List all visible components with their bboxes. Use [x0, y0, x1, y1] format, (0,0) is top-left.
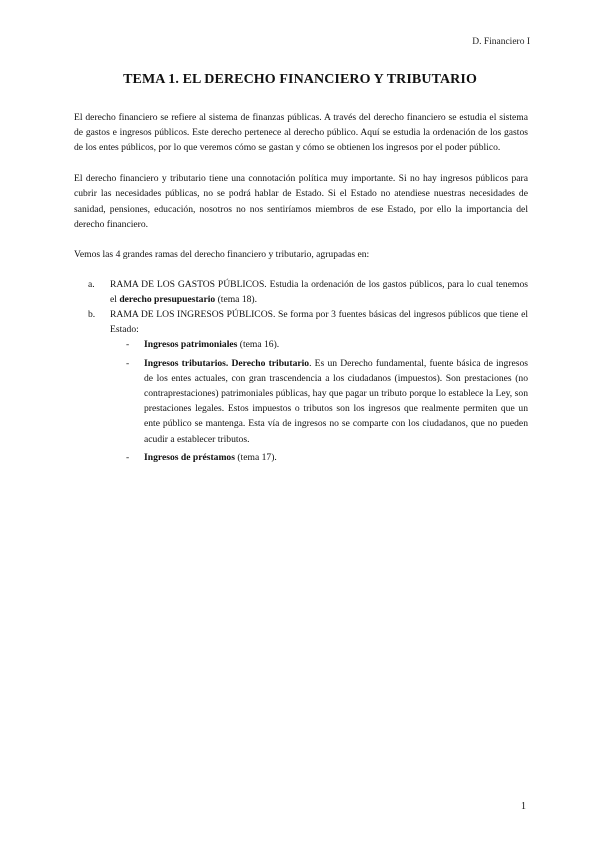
bold-term: derecho presupuestario [119, 293, 216, 305]
list-marker: b. [88, 309, 96, 321]
running-head: D. Financiero I [472, 37, 530, 47]
income-sources-list [74, 337, 528, 465]
list-item-text: . Estudia la ordenación de los gastos públicos, para lo cual tenemos el [110, 278, 528, 305]
sub-item-patrimoniales [110, 337, 528, 352]
sub-item-text: (tema 17). [234, 451, 277, 463]
list-item-gastos [74, 277, 528, 307]
sub-item-prestamos [110, 450, 528, 465]
list-marker: a. [88, 278, 95, 290]
sub-item-text: (tema 16). [237, 339, 280, 351]
list-item-heading: RAMA DE LOS GASTOS PÚBLICOS [110, 278, 265, 290]
bold-term: Ingresos tributarios. Derecho tributario [144, 357, 310, 369]
bold-term: Ingresos de préstamos [144, 451, 235, 463]
sub-item-tributarios [110, 356, 528, 447]
list-item-text: . Se forma por 3 fuentes básicas del ingresos públicos que tiene el Estado: [110, 309, 528, 336]
sub-item-text: . Es un Derecho fundamental, fuente básica de ingresos de los entes actuales, con gran trascendencia a los ciudadanos (impuestos). Son prestaciones (no contraprestaciones) patrimoniales públicas, hay que pagar un tributo porque lo establece la Ley, son prestaciones legales. Estos impuestos o tributos son los ingresos que realmente permiten que un ente público se mantenga. Esta vía de ingresos no se comparte con los ciudadanos, que no pueden acudir a establecer tributos. [144, 357, 528, 445]
dash-marker: - [126, 451, 130, 463]
paragraph-political: El derecho financiero y tributario tiene una connotación política muy importante. Si no hay ingresos públicos para cubrir las necesidades públicas, no se podrá hablar de Estado. Si el Estado no atendiese nuestras necesidades de sanidad, pensiones, educación, nosotros no nos sentiríamos miembros de ese Estado, por ello la importancia del derecho financiero. [74, 173, 528, 230]
dash-marker: - [126, 357, 130, 369]
dash-marker: - [126, 339, 130, 351]
document-title: TEMA 1. EL DERECHO FINANCIERO Y TRIBUTARIO [123, 72, 477, 87]
page-number: 1 [521, 801, 526, 812]
list-item-text: (tema 18). [215, 293, 258, 305]
body-content [74, 110, 528, 465]
list-item-heading: RAMA DE LOS INGRESOS PÚBLICOS [110, 309, 273, 321]
bold-term: Ingresos patrimoniales [144, 339, 238, 351]
list-item-ingresos [74, 307, 528, 337]
branches-list [74, 277, 528, 338]
paragraph-branches-intro: Vemos las 4 grandes ramas del derecho financiero y tributario, agrupadas en: [74, 249, 370, 261]
paragraph-intro: El derecho financiero se refiere al sistema de finanzas públicas. A través del derecho financiero se estudia el sistema de gastos e ingresos públicos. Este derecho pertenece al derecho público. Aquí se estudia la ordenación de los gastos de los entes públicos, por lo que veremos cómo se gastan y cómo se obtienen los ingresos por el poder público. [74, 112, 528, 154]
